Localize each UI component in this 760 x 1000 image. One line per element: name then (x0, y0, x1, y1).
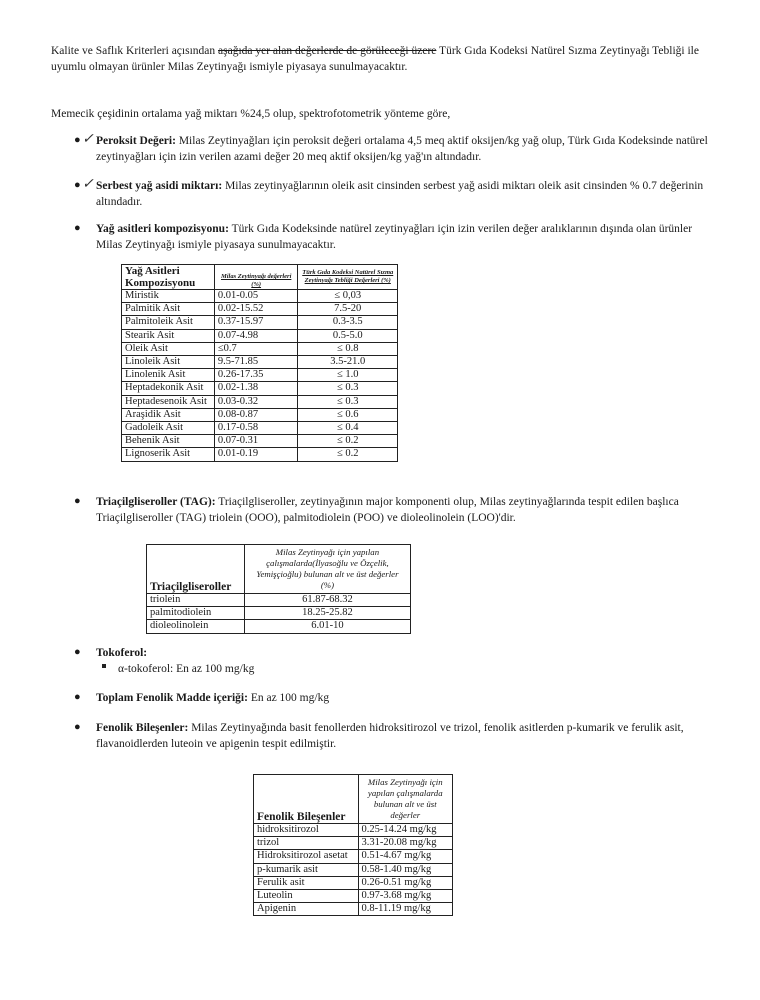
table-cell: Apigenin (254, 903, 359, 916)
table-row (122, 435, 398, 448)
table-cell: 9.5-71.85 (214, 356, 298, 369)
table-cell: ≤0.7 (214, 342, 298, 355)
table-cell: Ferulik asit (254, 876, 359, 889)
fatty-acid-table-body (122, 290, 398, 462)
table-cell: Gadoleik Asit (122, 422, 215, 435)
table-cell: 18.25-25.82 (244, 607, 410, 620)
intro-struck-text: aşağıda yer alan değerlerde de görüleceği üzere (218, 45, 437, 57)
table-cell: Stearik Asit (122, 329, 215, 342)
list-item-tag (74, 494, 710, 527)
table-cell: ≤ 0.4 (298, 422, 398, 435)
alpha-tokoferol-text: α-tokoferol: En az 100 mg/kg (118, 663, 255, 675)
table-cell: ≤ 0.3 (298, 395, 398, 408)
table-cell: 0.02-1.38 (214, 382, 298, 395)
table-row (122, 422, 398, 435)
table-cell: p-kumarik asit (254, 863, 359, 876)
table-cell: 0.03-0.32 (214, 395, 298, 408)
tokoferol-label: Tokoferol: (96, 647, 148, 659)
peroksit-text: Milas Zeytinyağları için peroksit değeri ortalama 4,5 meq aktif oksijen/kg yağ olup, Türk Gıda Kodeksinde natürel zeytinyağları için izin verilen azami değer 20 meq aktif oksijen/kg yağ'ın altındadır. (96, 135, 708, 164)
tag-header-name: Triaçilgliseroller (147, 545, 245, 594)
table-cell: 0.02-15.52 (214, 303, 298, 316)
table-cell: Hidroksitirozol asetat (254, 850, 359, 863)
table-cell: 0.5-5.0 (298, 329, 398, 342)
table-cell: triolein (147, 594, 245, 607)
yag-asitleri-label: Yağ asitleri kompozisyonu: (96, 223, 229, 235)
table-row (122, 395, 398, 408)
fenolik-bilesen-label: Fenolik Bileşenler: (96, 722, 189, 734)
table-cell: dioleolinolein (147, 620, 245, 633)
table-cell: Heptadekonik Asit (122, 382, 215, 395)
table-cell: Oleik Asit (122, 342, 215, 355)
table-cell: 0.26-0.51 mg/kg (358, 876, 452, 889)
table-cell: ≤ 0.2 (298, 435, 398, 448)
table-cell: Miristik (122, 290, 215, 303)
table-row (254, 837, 453, 850)
table-cell: 0.25-14.24 mg/kg (358, 824, 452, 837)
table-row (254, 876, 453, 889)
table-cell: Lignoserik Asit (122, 448, 215, 461)
fatty-acid-table (121, 264, 398, 462)
table-row (122, 382, 398, 395)
table-cell: 0.08-0.87 (214, 408, 298, 421)
bullet: ● (74, 646, 81, 658)
tag-table-body (147, 594, 411, 634)
fenolik-bilesen-text: Milas Zeytinyağında basit fenollerden hidroksitirozol ve trizol, fenolik asitlerden p-kumarik ve ferulik asit, flavanoidlerden luteoin ve apigenin tespit edilmiştir. (96, 722, 684, 751)
table-cell: 0.01-0.19 (214, 448, 298, 461)
table-cell: Behenik Asit (122, 435, 215, 448)
phenol-header-values: Milas Zeytinyağı için yapılan çalışmalarda bulunan alt ve üst değerler (358, 775, 452, 824)
list-item-serbest (74, 177, 710, 211)
fatty-header-composition: Yağ Asitleri Kompozisyonu (122, 265, 215, 290)
table-row (122, 316, 398, 329)
table-header-row (147, 545, 411, 594)
table-row (122, 342, 398, 355)
list-item-yag-asitleri (74, 221, 710, 254)
bullet: ● (74, 134, 81, 146)
table-row (122, 303, 398, 316)
fenolik-madde-text: En az 100 mg/kg (247, 692, 330, 704)
peroksit-label: Peroksit Değeri: (96, 135, 176, 147)
phenol-table (253, 774, 453, 916)
table-cell: 3.31-20.08 mg/kg (358, 837, 452, 850)
table-cell: ≤ 0.2 (298, 448, 398, 461)
table-row (147, 594, 411, 607)
table-cell: 0.07-0.31 (214, 435, 298, 448)
table-row (254, 890, 453, 903)
yag-asitleri-text: Türk Gıda Kodeksinde natürel zeytinyağları için izin verilen değer aralıklarının dışında olan ürünler Milas Zeytinyağı ismiyle piyasaya sunulmayacaktır. (96, 223, 693, 252)
table-cell: Linolenik Asit (122, 369, 215, 382)
table-cell: trizol (254, 837, 359, 850)
table-row (122, 329, 398, 342)
memecik-paragraph: Memecik çeşidinin ortalama yağ miktarı %24,5 olup, spektrofotometrik yönteme göre, (51, 108, 451, 120)
table-cell: 3.5-21.0 (298, 356, 398, 369)
table-cell: 7.5-20 (298, 303, 398, 316)
intro-paragraph (51, 43, 711, 76)
table-cell: 0.97-3.68 mg/kg (358, 890, 452, 903)
bullet: ● (74, 691, 81, 703)
table-row (147, 607, 411, 620)
bullet: ● (74, 721, 81, 733)
intro-text-2: Türk Gıda Kodeksi Natürel Sızma Zeytinyağı Tebliği ile uyumlu olmayan ürünler Milas Zeytinyağı ismiyle piyasaya sunulmayacaktır. (51, 45, 699, 74)
intro-text-1: Kalite ve Saflık Kriterleri açısından (51, 45, 219, 57)
serbest-text: Milas zeytinyağlarının oleik asit cinsinden serbest yağ asidi miktarı oleik asit cinsinden % 0.7 değerinin altındadır. (96, 180, 704, 209)
tag-header-values: Milas Zeytinyağı için yapılan çalışmalarda(İlyasoğlu ve Özçelik, Yemişçioğlu) bulunan alt ve üst değerler (%) (244, 545, 410, 594)
table-row (122, 369, 398, 382)
table-cell: ≤ 1.0 (298, 369, 398, 382)
table-row (122, 408, 398, 421)
table-cell: 0.26-17.35 (214, 369, 298, 382)
table-cell: ≤ 0.6 (298, 408, 398, 421)
table-row (122, 356, 398, 369)
table-cell: Palmitik Asit (122, 303, 215, 316)
table-row (122, 290, 398, 303)
table-cell: Araşidik Asit (122, 408, 215, 421)
table-cell: Luteolin (254, 890, 359, 903)
tag-text: Triaçilgliseroller, zeytinyağının major komponenti olup, Milas zeytinyağlarında tespit edilen başlıca Triaçilgliseroller (TAG) triolein (OOO), palmitodiolein (POO) ve dioleolinolein (LOO)'dir. (96, 496, 679, 525)
table-row (147, 620, 411, 633)
list-item-fenolik-bilesen (74, 720, 710, 753)
table-cell: 0.58-1.40 mg/kg (358, 863, 452, 876)
fenolik-madde-label: Toplam Fenolik Madde içeriği: (96, 692, 248, 704)
table-cell: hidroksitirozol (254, 824, 359, 837)
table-row (254, 824, 453, 837)
phenol-table-body (254, 824, 453, 916)
table-cell: 0.07-4.98 (214, 329, 298, 342)
table-cell: Palmitoleik Asit (122, 316, 215, 329)
square-bullet-icon (102, 664, 106, 668)
table-cell: Heptadesenoik Asit (122, 395, 215, 408)
tag-label: Triaçilgliseroller (TAG): (96, 496, 216, 508)
table-cell: 61.87-68.32 (244, 594, 410, 607)
list-item-tokoferol (74, 645, 710, 661)
phenol-header-name: Fenolik Bileşenler (254, 775, 359, 824)
list-item-alpha-tokoferol (118, 661, 254, 677)
table-cell: 0.17-0.58 (214, 422, 298, 435)
fatty-header-milas: Milas Zeytinyağı değerleri (%) (214, 265, 298, 290)
table-cell: Linoleik Asit (122, 356, 215, 369)
fatty-header-codex: Türk Gıda Kodeksi Natürel Sızma Zeytinyağı Tebliği Değerleri (%) (298, 265, 398, 290)
table-cell: ≤ 0.8 (298, 342, 398, 355)
bullet: ● (74, 179, 81, 191)
table-header-row (254, 775, 453, 824)
table-cell: 6.01-10 (244, 620, 410, 633)
table-cell: 0.01-0.05 (214, 290, 298, 303)
table-cell: 0.3-3.5 (298, 316, 398, 329)
table-cell: ≤ 0.3 (298, 382, 398, 395)
table-row (122, 448, 398, 461)
serbest-label: Serbest yağ asidi miktarı: (96, 180, 223, 192)
checkmark-icon: ✓ (82, 177, 94, 192)
list-item-peroksit (74, 132, 710, 166)
table-row (254, 863, 453, 876)
bullet: ● (74, 495, 81, 507)
table-cell: 0.51-4.67 mg/kg (358, 850, 452, 863)
tag-table (146, 544, 411, 634)
table-cell: palmitodiolein (147, 607, 245, 620)
table-cell: ≤ 0,03 (298, 290, 398, 303)
table-cell: 0.37-15.97 (214, 316, 298, 329)
bullet: ● (74, 222, 81, 234)
table-row (254, 850, 453, 863)
checkmark-icon: ✓ (82, 132, 94, 147)
table-cell: 0.8-11.19 mg/kg (358, 903, 452, 916)
table-row (254, 903, 453, 916)
table-header-row (122, 265, 398, 290)
list-item-fenolik-madde (74, 690, 710, 706)
